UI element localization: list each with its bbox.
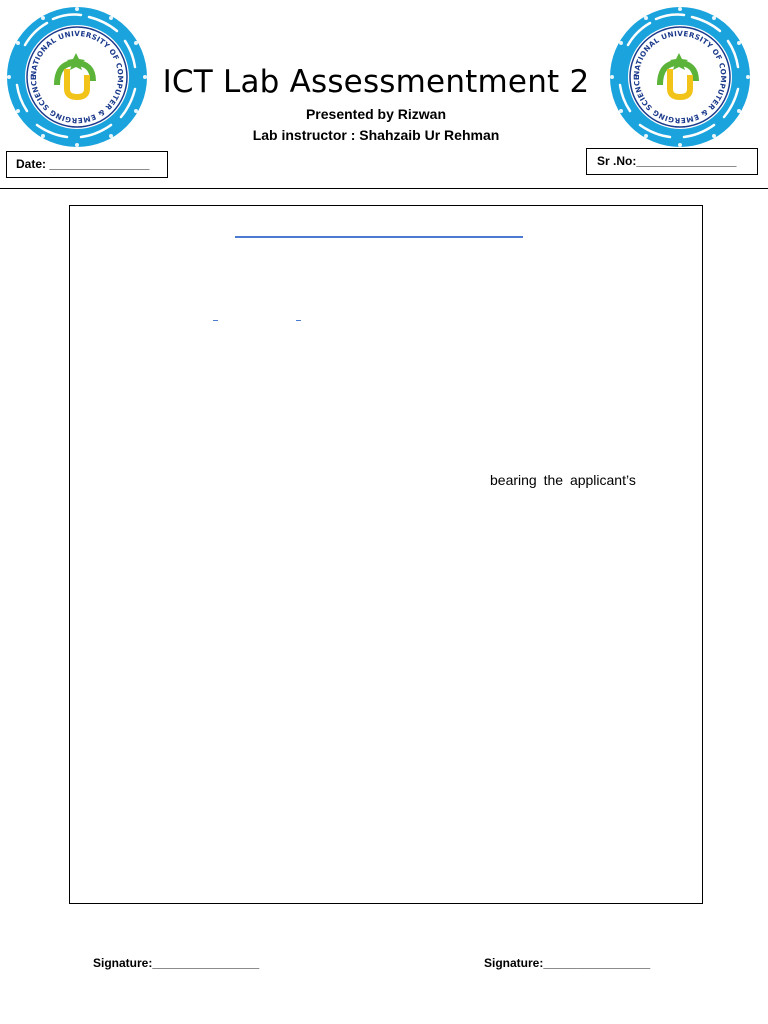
svg-text:NATIONAL UNIVERSITY OF COMPUTE: NATIONAL UNIVERSITY OF COMPUTER & EMERGING SCIENCE: [28, 28, 126, 126]
header-divider: [0, 188, 768, 189]
signature-line-right[interactable]: Signature:________________: [484, 956, 651, 970]
content-frame: [69, 205, 703, 904]
signature-line-left[interactable]: Signature:________________: [93, 956, 260, 970]
serial-number-field[interactable]: Sr .No:_______________: [586, 148, 758, 175]
svg-text:NATIONAL UNIVERSITY OF COMPUTE: NATIONAL UNIVERSITY OF COMPUTER & EMERGING SCIENCE: [631, 28, 729, 126]
heading-underline: [235, 236, 523, 238]
link-underline-fragment: [296, 320, 301, 321]
instructor-line: Lab instructor : Shahzaib Ur Rehman: [252, 127, 500, 143]
body-text-fragment: bearing the applicant’s: [490, 472, 636, 488]
document-title: ICT Lab Assessmentment 2: [162, 64, 590, 100]
link-underline-fragment: [213, 320, 218, 321]
date-field[interactable]: Date: _______________: [6, 151, 168, 178]
university-logo-right: [606, 5, 754, 149]
presenter-line: Presented by Rizwan: [305, 106, 447, 122]
university-logo-left: [3, 5, 151, 149]
